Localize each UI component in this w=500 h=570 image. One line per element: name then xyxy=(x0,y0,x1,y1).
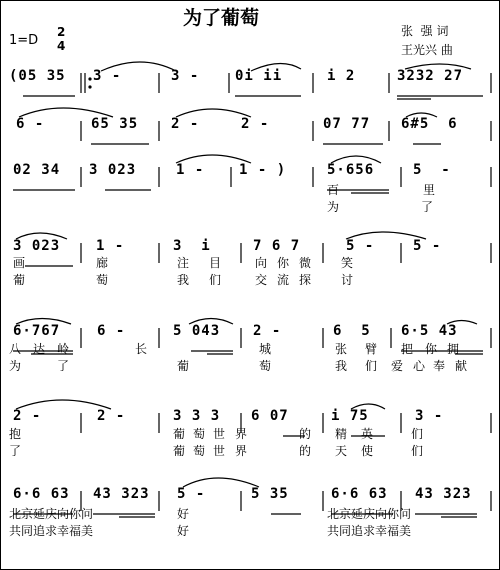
notation-measure: 02 34 xyxy=(13,162,61,178)
notation-measure: 5·656 xyxy=(327,162,375,178)
lyric-word: 萄 xyxy=(193,427,206,441)
lyric-word: 界 xyxy=(235,444,248,458)
notation-measure: 6 - xyxy=(16,116,45,132)
lyric-word: 我 xyxy=(335,359,348,373)
lyricist-credit: 张 强 词 xyxy=(401,24,449,38)
lyric-word: 爱 xyxy=(391,359,404,373)
lyric-word: 的 xyxy=(299,427,312,441)
lyric-word: 天 xyxy=(335,444,348,458)
notation-measure: 5 043 xyxy=(173,323,221,339)
lyric-word: 萄 xyxy=(259,359,272,373)
lyric-word: 城 xyxy=(259,342,272,356)
notation-measure: 2 - xyxy=(171,116,200,132)
lyric-word: 葡 xyxy=(13,273,26,287)
lyric-word: 们 xyxy=(411,427,424,441)
lyric-word: 我 xyxy=(177,273,190,287)
lyric-word: 臂 xyxy=(365,342,378,356)
lyric-word: 长 xyxy=(135,342,148,356)
lyric-word: 张 xyxy=(335,342,348,356)
lyric-word: 精 xyxy=(335,427,348,441)
notation-measure: 3 - xyxy=(171,68,200,84)
notation-measure: 3 023 xyxy=(13,238,61,254)
lyric-word: 了 xyxy=(9,444,22,458)
notation-measure: 2 - xyxy=(253,323,282,339)
notation-measure: 5 - xyxy=(346,238,375,254)
notation-measure: 5 35 xyxy=(251,486,289,502)
lyric-word: 你 xyxy=(425,342,438,356)
lyric-word: 把 xyxy=(401,342,414,356)
lyric-word: 北京延庆向你问 xyxy=(9,507,94,521)
time-signature-top: 2 xyxy=(57,25,66,39)
lyric-word: 八 xyxy=(9,342,22,356)
notation-measure: 6·6 63 xyxy=(13,486,70,502)
notation-measure: i 2 xyxy=(327,68,356,84)
lyric-word: 为 xyxy=(327,200,340,214)
lyric-word: 们 xyxy=(209,273,222,287)
notation-measure: 3 - xyxy=(415,408,444,424)
notation-measure: 1 - ) xyxy=(239,162,287,178)
notation-measure: 1 - xyxy=(176,162,205,178)
lyric-word: 共同追求幸福美 xyxy=(327,524,412,538)
lyric-word: 抱 xyxy=(9,427,22,441)
lyric-word: 交 xyxy=(255,273,268,287)
notation-measure: 6 - xyxy=(97,323,126,339)
lyric-word: 奉 xyxy=(433,359,446,373)
notation-measure: 6·6 63 xyxy=(331,486,388,502)
lyric-word: 你 xyxy=(277,256,290,270)
lyric-word: 使 xyxy=(361,444,374,458)
lyric-word: 拥 xyxy=(447,342,460,356)
lyric-word: 萄 xyxy=(193,444,206,458)
notation-measure: 3232 27 xyxy=(397,68,464,84)
lyric-word: 萄 xyxy=(96,273,109,287)
lyric-word: 献 xyxy=(455,359,468,373)
notation-measure: 43 323 xyxy=(415,486,472,502)
notation-measure: 5 - xyxy=(413,162,451,178)
notation-measure: 2 - xyxy=(97,408,126,424)
lyric-word: 葡 xyxy=(177,359,190,373)
notation-measure: 43 323 xyxy=(93,486,150,502)
notation-measure: 6 5 xyxy=(333,323,371,339)
lyric-word: 里 xyxy=(423,183,436,197)
lyric-word: 达 xyxy=(33,342,46,356)
notation-measure: 6·5 43 xyxy=(401,323,458,339)
lyric-word: 了 xyxy=(421,200,434,214)
notation-measure: 3 023 xyxy=(89,162,137,178)
notation-measure: 6#5 6 xyxy=(401,116,458,132)
notation-measure: 65 35 xyxy=(91,116,139,132)
lyric-word: 百 xyxy=(327,183,340,197)
lyric-word: 注 xyxy=(177,256,190,270)
lyric-word: 岭 xyxy=(57,342,70,356)
notation-measure: 07 77 xyxy=(323,116,371,132)
notation-measure: 3 i xyxy=(173,238,211,254)
lyric-word: 画 xyxy=(13,256,26,270)
lyric-word: 的 xyxy=(299,444,312,458)
time-signature-bottom: 4 xyxy=(57,39,66,53)
notation-measure: (05 35 xyxy=(9,68,66,84)
notation-measure: 3 3 3 xyxy=(173,408,221,424)
lyric-word: 共同追求幸福美 xyxy=(9,524,94,538)
key-signature: 1=D xyxy=(9,33,39,48)
notation-measure: i 75 xyxy=(331,408,369,424)
composer-credit: 王光兴 曲 xyxy=(401,43,453,57)
notation-measure: 5 - xyxy=(413,238,442,254)
lyric-word: 向 xyxy=(255,256,268,270)
song-title: 为了葡萄 xyxy=(183,7,260,29)
lyric-word: 流 xyxy=(277,273,290,287)
lyric-word: 们 xyxy=(411,444,424,458)
lyric-word: 了 xyxy=(57,359,70,373)
lyric-word: 好 xyxy=(177,524,190,538)
lyric-word: 界 xyxy=(235,427,248,441)
lyric-word: 讨 xyxy=(341,273,354,287)
lyric-word: 世 xyxy=(213,427,226,441)
lyric-word: 好 xyxy=(177,507,190,521)
lyric-word: 葡 xyxy=(173,427,186,441)
lyric-word: 笑 xyxy=(341,256,354,270)
lyric-word: 廊 xyxy=(96,256,109,270)
notation-marks xyxy=(1,1,499,569)
lyric-word: 葡 xyxy=(173,444,186,458)
lyric-word: 们 xyxy=(365,359,378,373)
lyric-word: 微 xyxy=(299,256,312,270)
notation-measure: 2 - xyxy=(241,116,270,132)
notation-measure: 2 - xyxy=(13,408,42,424)
lyric-word: 北京延庆向你问 xyxy=(327,507,412,521)
notation-measure: 6·767 xyxy=(13,323,61,339)
lyric-word: 英 xyxy=(361,427,374,441)
lyric-word: 探 xyxy=(299,273,312,287)
notation-measure: 7 6 7 xyxy=(253,238,301,254)
lyric-word: 心 xyxy=(413,359,426,373)
notation-measure: 0i ii xyxy=(235,68,283,84)
notation-measure: 1 - xyxy=(96,238,125,254)
notation-measure: 3 - xyxy=(93,68,122,84)
notation-measure: 5 - xyxy=(177,486,206,502)
lyric-word: 目 xyxy=(209,256,222,270)
lyric-word: 为 xyxy=(9,359,22,373)
lyric-word: 世 xyxy=(213,444,226,458)
notation-measure: 6 07 xyxy=(251,408,289,424)
